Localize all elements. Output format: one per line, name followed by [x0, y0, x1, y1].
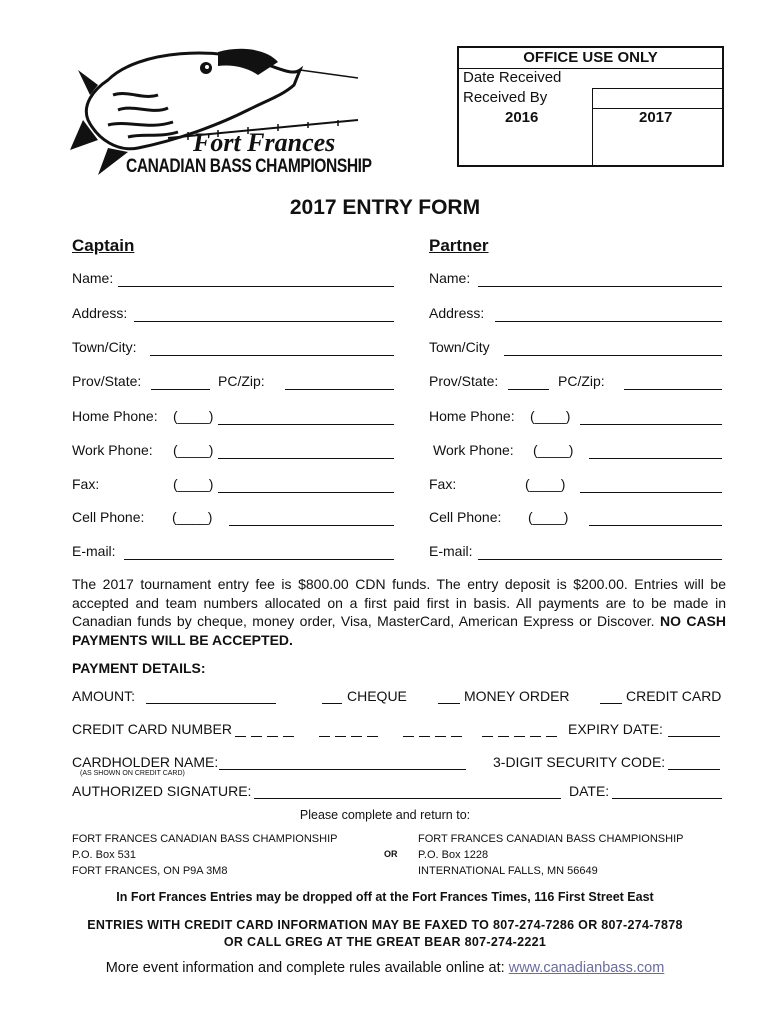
security-code-label: 3-DIGIT SECURITY CODE:: [493, 754, 666, 770]
entry-fee-paragraph: [72, 575, 726, 649]
partner-work-area-code: (____): [533, 442, 574, 458]
fax-notice-line1: ENTRIES WITH CREDIT CARD INFORMATION MAY BE FAXED TO 807-274-7286 OR 807-274-7878: [87, 918, 683, 932]
more-info-line: [0, 960, 770, 976]
captain-town-label: Town/City:: [72, 339, 137, 355]
partner-fax-field[interactable]: [580, 492, 722, 493]
office-year-2017: 2017: [639, 109, 673, 126]
partner-work-phone-field[interactable]: [589, 458, 722, 459]
date-field[interactable]: [612, 798, 722, 799]
cardholder-field[interactable]: [219, 769, 466, 770]
captain-email-field[interactable]: [124, 559, 394, 560]
captain-home-phone-label: Home Phone:: [72, 408, 158, 424]
captain-zip-field[interactable]: [285, 389, 394, 390]
partner-cell-phone-field[interactable]: [589, 525, 722, 526]
captain-address-label: Address:: [72, 305, 128, 321]
partner-cell-phone-label: Cell Phone:: [429, 509, 502, 525]
form-title: 2017 ENTRY FORM: [289, 196, 481, 219]
payment-heading: PAYMENT DETAILS:: [72, 660, 206, 676]
as-shown-note: (AS SHOWN ON CREDIT CARD): [80, 770, 185, 777]
partner-address-label: Address:: [429, 305, 485, 321]
amount-field[interactable]: [146, 703, 276, 704]
office-use-box: [457, 46, 724, 167]
partner-home-area-code: (____): [530, 408, 571, 424]
money-order-checkbox[interactable]: [438, 703, 460, 704]
captain-heading: Captain: [72, 236, 135, 255]
credit-card-checkbox[interactable]: [600, 703, 622, 704]
return-left-line-1: FORT FRANCES CANADIAN BASS CHAMPIONSHIP: [72, 833, 338, 845]
card-number-label: CREDIT CARD NUMBER: [72, 721, 232, 737]
captain-fax-label: Fax:: [72, 476, 100, 492]
return-left-line-3: FORT FRANCES, ON P9A 3M8: [72, 865, 228, 877]
logo: [68, 40, 372, 190]
partner-address-field[interactable]: [495, 321, 722, 322]
entry-fee-text: The 2017 tournament entry fee is $800.00 CDN funds. The entry deposit is $200.00. Entries will be accepted and team numbers allocated on a first paid first in basis. All payments are to be made in Canadian funds by cheque, money order, Visa, MasterCard, American Express or Discover.: [72, 576, 726, 629]
partner-fax-label: Fax:: [429, 476, 457, 492]
partner-prov-field[interactable]: [508, 389, 549, 390]
cardholder-label: CARDHOLDER NAME:: [72, 754, 219, 770]
return-address-us: [418, 831, 683, 879]
captain-prov-field[interactable]: [151, 389, 210, 390]
partner-home-phone-label: Home Phone:: [429, 408, 515, 424]
logo-line2: CANADIAN BASS CHAMPIONSHIP: [126, 156, 372, 177]
partner-email-label: E-mail:: [429, 543, 473, 559]
expiry-field[interactable]: [668, 736, 720, 737]
credit-card-label: CREDIT CARD: [626, 688, 722, 704]
more-info-text: More event information and complete rules available online at:: [105, 960, 505, 976]
fax-notice-line2: OR CALL GREG AT THE GREAT BEAR 807-274-2221: [223, 935, 547, 949]
captain-fax-area-code: (____): [173, 476, 214, 492]
date-label: DATE:: [569, 783, 610, 799]
captain-work-phone-field[interactable]: [218, 458, 394, 459]
partner-town-field[interactable]: [504, 355, 722, 356]
return-right-line-3: INTERNATIONAL FALLS, MN 56649: [418, 865, 598, 877]
website-link[interactable]: www.canadianbass.com: [508, 960, 665, 976]
captain-name-field[interactable]: [118, 286, 394, 287]
captain-prov-label: Prov/State:: [72, 373, 142, 389]
office-use-header: OFFICE USE ONLY: [523, 49, 658, 66]
partner-prov-label: Prov/State:: [429, 373, 499, 389]
partner-town-label: Town/City: [429, 339, 490, 355]
captain-name-label: Name:: [72, 270, 114, 286]
captain-address-field[interactable]: [134, 321, 394, 322]
signature-field[interactable]: [254, 798, 561, 799]
return-left-line-2: P.O. Box 531: [72, 849, 137, 861]
partner-zip-field[interactable]: [624, 389, 722, 390]
partner-name-label: Name:: [429, 270, 471, 286]
cheque-checkbox[interactable]: [322, 703, 342, 704]
captain-home-phone-field[interactable]: [218, 424, 394, 425]
money-order-label: MONEY ORDER: [464, 688, 570, 704]
captain-home-area-code: (____): [173, 408, 214, 424]
amount-label: AMOUNT:: [72, 688, 135, 704]
return-right-line-2: P.O. Box 1228: [418, 849, 489, 861]
partner-fax-area-code: (____): [525, 476, 566, 492]
office-year-2016: 2016: [505, 109, 539, 126]
cheque-label: CHEQUE: [347, 688, 407, 704]
captain-town-field[interactable]: [150, 355, 394, 356]
security-code-field[interactable]: [668, 769, 720, 770]
no-cash-notice: NO CASH PAYMENTS WILL BE ACCEPTED.: [72, 613, 726, 648]
partner-cell-area-code: (____): [528, 509, 569, 525]
captain-work-area-code: (____): [173, 442, 214, 458]
captain-fax-field[interactable]: [218, 492, 394, 493]
received-by-label: Received By: [463, 89, 548, 106]
partner-name-field[interactable]: [478, 286, 722, 287]
signature-label: AUTHORIZED SIGNATURE:: [72, 783, 252, 799]
return-instruction: Please complete and return to:: [299, 808, 471, 822]
captain-cell-area-code: (____): [172, 509, 213, 525]
partner-zip-label: PC/Zip:: [558, 373, 605, 389]
return-right-line-1: FORT FRANCES CANADIAN BASS CHAMPIONSHIP: [418, 833, 684, 845]
captain-cell-phone-label: Cell Phone:: [72, 509, 145, 525]
partner-home-phone-field[interactable]: [580, 424, 722, 425]
captain-work-phone-label: Work Phone:: [72, 442, 153, 458]
date-received-label: Date Received: [463, 69, 562, 86]
or-separator: OR: [384, 849, 398, 859]
partner-email-field[interactable]: [478, 559, 722, 560]
captain-zip-label: PC/Zip:: [218, 373, 265, 389]
logo-line1: Fort Frances: [193, 128, 336, 157]
captain-cell-phone-field[interactable]: [229, 525, 394, 526]
captain-email-label: E-mail:: [72, 543, 116, 559]
partner-work-phone-label: Work Phone:: [433, 442, 514, 458]
partner-heading: Partner: [429, 236, 489, 255]
expiry-label: EXPIRY DATE:: [568, 721, 663, 737]
drop-off-notice: In Fort Frances Entries may be dropped off at the Fort Frances Times, 116 First Street East: [116, 890, 654, 904]
return-address-canada: [72, 831, 337, 879]
